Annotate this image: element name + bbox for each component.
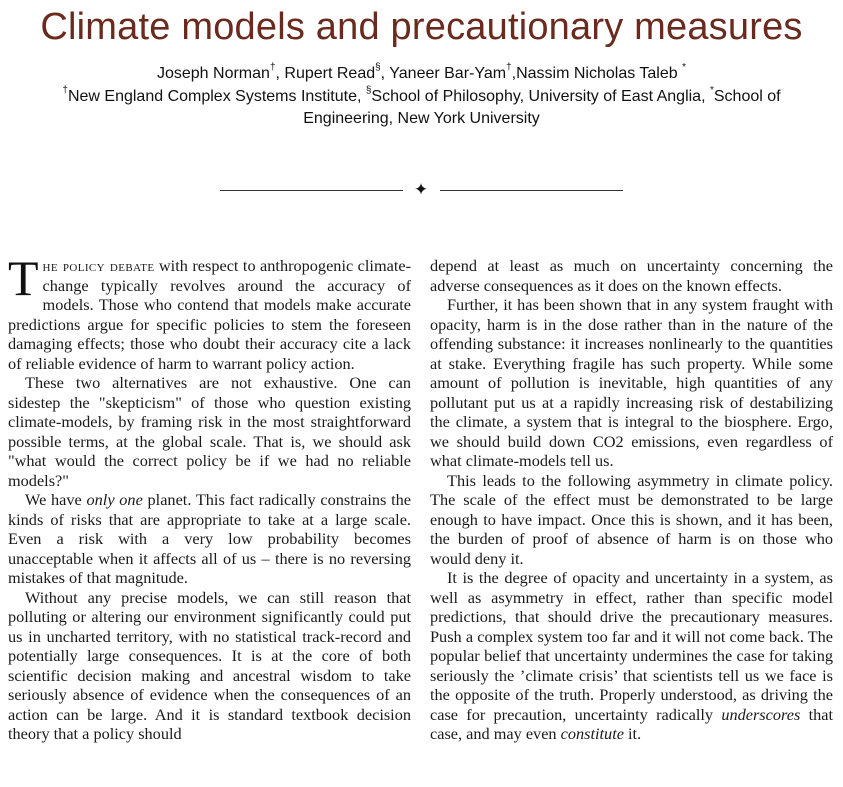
affiliation-mark: § (375, 61, 381, 73)
paragraph (8, 490, 411, 588)
affiliation-text: New England Complex Systems Institute, (67, 88, 366, 105)
author-name: Joseph Norman (156, 65, 270, 82)
paragraph-text: We have (25, 490, 87, 509)
author-name: Nassim Nicholas Taleb (516, 65, 678, 82)
paragraph: This leads to the following asymmetry in climate policy. The scale of the effect must be demonstrated to be large enough to have impact. Once this is shown, and it has been, the burden of proof of absence of harm is on those who would deny it. (430, 470, 833, 568)
affiliation-text: School of Philosophy, University of East Anglia, (371, 88, 710, 105)
paper-title: Climate models and precautionary measures (40, 6, 803, 48)
divider-rule-left (220, 190, 403, 191)
author-separator: , (275, 65, 285, 82)
affiliation-mark: * (682, 61, 686, 73)
affiliation-mark: † (269, 61, 276, 73)
divider-ornament-icon: ✦ (413, 180, 429, 199)
paragraph: Without any precise models, we can still reason that polluting or altering our environment significantly could put us in uncharted territory, with no statistical track-record and potentially large consequences. It is at the core of both scientific decision making and ancestral wisdom to take seriously absence of evidence when the consequences of an action can be large. And it is standard textbook decision theory that a policy should (8, 587, 411, 743)
drop-cap: T (8, 250, 39, 306)
emphasis: underscores (721, 704, 801, 724)
divider-rule-right (440, 190, 623, 191)
affiliation-mark: † (62, 84, 68, 96)
paragraph-continuation: depend at least as much on uncertainty concerning the adverse consequences as it does on the known effects. (430, 256, 833, 295)
affiliation-mark: § (365, 84, 372, 96)
paragraph (430, 568, 833, 744)
paragraph-text: it. (623, 724, 642, 743)
section-divider (220, 181, 623, 201)
paragraph: Further, it has been shown that in any system fraught with opacity, harm is in the dose rather than in the nature of the offending substance: it increases nonlinearly to the quantities at stake. Everything fragile has such property. While some amount of pollution is inevitable, high quantities of any pollutant put us at a rapidly increasing risk of destabilizing the climate, a system that is integral to the biosphere. Ergo, we should build down CO2 emissions, even regardless of what climate-models tell us. (430, 295, 833, 470)
paragraph-text: that case, and may even (430, 704, 833, 743)
author-separator: , (380, 65, 390, 82)
paragraph-text: It is the degree of opacity and uncertainty in a system, as well as asymmetry in effect, rather than specific model predictions, that should drive the precautionary measures. Push a complex system too far and it will not come back. The popular belief that uncertainty undermines the case for taking seriously the ’climate crisis’ that scientists tell us we face is the opposite of the truth. Properly understood, as driving the case for precaution, uncertainty radically (430, 568, 833, 724)
author-list (0, 63, 843, 85)
author-separator: , (511, 65, 517, 82)
paragraph-text: planet. This fact radically constrains the kinds of risks that are appropriate to take at a large scale. Even a risk with a very low probability becomes unacceptable when it affects all of us – there is no reversing mistakes of that magnitude. (8, 490, 411, 587)
affiliation-text: School of Engineering, New York University (303, 88, 781, 127)
affiliation-mark: * (709, 84, 714, 96)
affiliation-mark: † (506, 61, 512, 73)
author-name: Rupert Read (284, 65, 376, 82)
author-name: Yaneer Bar-Yam (389, 65, 507, 82)
lead-in-smallcaps: he policy debate (42, 256, 155, 275)
emphasis: constitute (560, 724, 624, 743)
paragraph-text: with respect to anthropogenic climate-change typically revolves around the accuracy of models. Those who contend that models make accurate predictions argue for specific policies to stem the foreseen damaging effects; those who doubt their accuracy cite a lack of reliable evidence of harm to warrant policy action. (8, 256, 412, 373)
affiliation-list (18, 86, 825, 130)
paragraph: These two alternatives are not exhaustive. One can sidestep the "skepticism" of those who question existing climate-models, by framing risk in the most straightforward possible terms, at the global scale. That is, we should ask "what would the correct policy be if we had no reliable models?" (8, 373, 411, 490)
paragraph (8, 250, 412, 373)
emphasis: only one (86, 490, 143, 509)
body-column-left (8, 250, 412, 744)
body-column-right (430, 256, 833, 744)
